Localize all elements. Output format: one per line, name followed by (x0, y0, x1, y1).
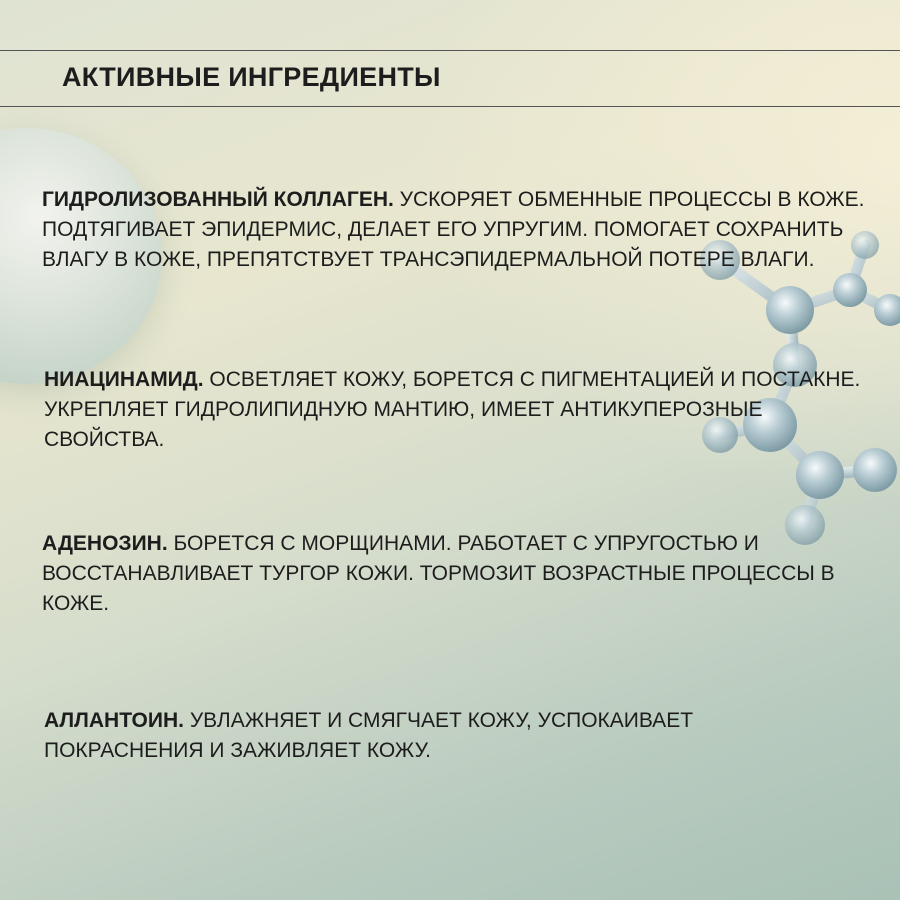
ingredient-description: УСКОРЯЕТ ОБМЕННЫЕ ПРОЦЕССЫ В КОЖЕ. ПОДТЯГИВАЕТ ЭПИДЕРМИС, ДЕЛАЕТ ЕГО УПРУГИМ. ПОМОГАЕТ СОХРАНИТЬ ВЛАГУ В КОЖЕ, ПРЕПЯТСТВУЕТ ТРАНСЭПИДЕРМАЛЬНОЙ ПОТЕРЕ ВЛАГИ. (42, 188, 865, 271)
header-top-rule (0, 50, 900, 51)
ingredient-collagen (42, 185, 882, 275)
ingredient-niacinamide (44, 365, 884, 455)
page-title: АКТИВНЫЕ ИНГРЕДИЕНТЫ (62, 62, 441, 92)
ingredient-name: АДЕНОЗИН. (42, 532, 168, 555)
header-bottom-rule (0, 106, 900, 107)
ingredient-name: ГИДРОЛИЗОВАННЫЙ КОЛЛАГЕН. (42, 188, 394, 211)
ingredient-description: ОСВЕТЛЯЕТ КОЖУ, БОРЕТСЯ С ПИГМЕНТАЦИЕЙ И ПОСТАКНЕ. УКРЕПЛЯЕТ ГИДРОЛИПИДНУЮ МАНТИЮ, ИМЕЕТ АНТИКУПЕРОЗНЫЕ СВОЙСТВА. (44, 368, 861, 451)
ingredient-name: НИАЦИНАМИД. (44, 368, 204, 391)
ingredient-description: БОРЕТСЯ С МОРЩИНАМИ. РАБОТАЕТ С УПРУГОСТЬЮ И ВОССТАНАВЛИВАЕТ ТУРГОР КОЖИ. ТОРМОЗИТ ВОЗРАСТНЫЕ ПРОЦЕССЫ В КОЖЕ. (42, 532, 835, 615)
ingredient-allantoin (44, 706, 844, 766)
ingredient-description: УВЛАЖНЯЕТ И СМЯГЧАЕТ КОЖУ, УСПОКАИВАЕТ ПОКРАСНЕНИЯ И ЗАЖИВЛЯЕТ КОЖУ. (44, 709, 694, 762)
ingredient-adenosine (42, 529, 882, 619)
ingredient-name: АЛЛАНТОИН. (44, 709, 184, 732)
